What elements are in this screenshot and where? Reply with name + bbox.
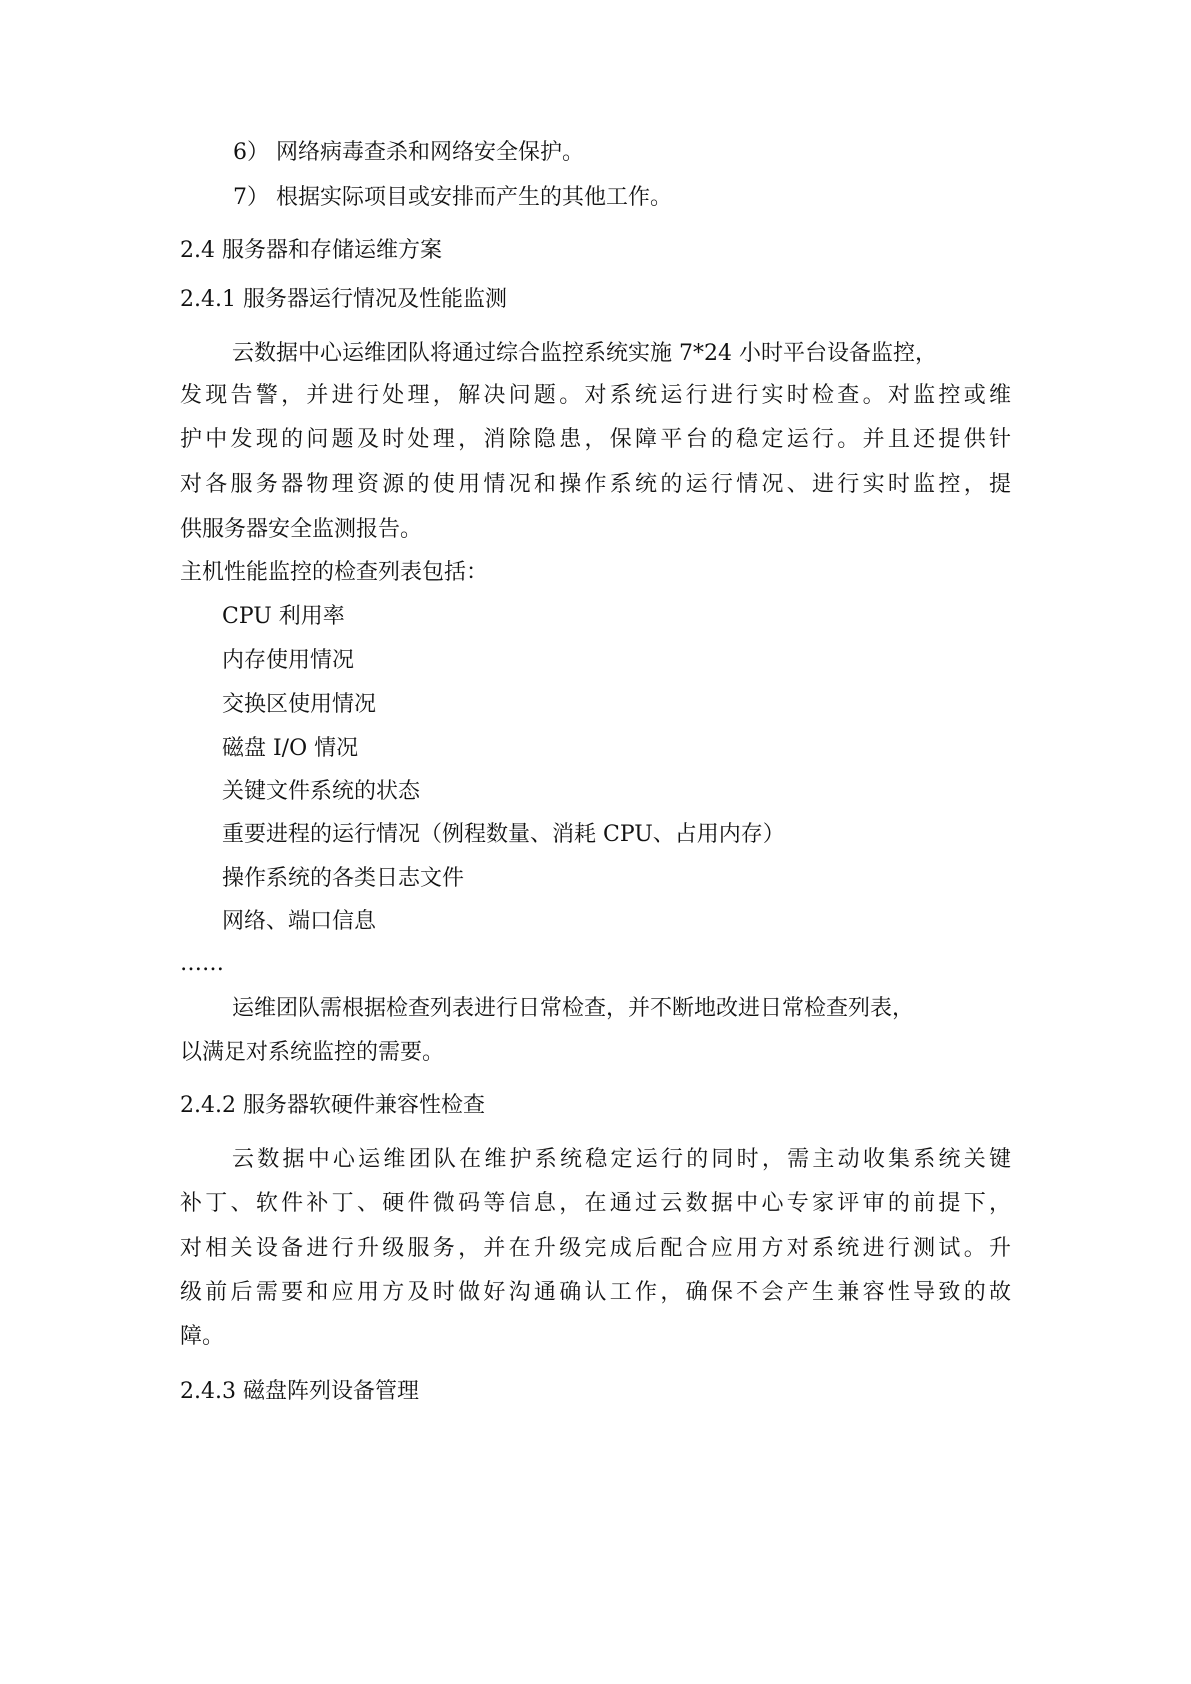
paragraph-1-line-2: 发现告警，并进行处理，解决问题。对系统运行进行实时检查。对监控或维 xyxy=(180,383,1011,408)
section-heading-2-4-2: 2.4.2 服务器软硬件兼容性检查 xyxy=(180,1093,485,1118)
paragraph-3-line-3: 对相关设备进行升级服务，并在升级完成后配合应用方对系统进行测试。升 xyxy=(180,1236,1011,1261)
paragraph-2-line-1: 运维团队需根据检查列表进行日常检查，并不断地改进日常检查列表， xyxy=(232,996,915,1021)
paragraph-3-line-4: 级前后需要和应用方及时做好沟通确认工作，确保不会产生兼容性导致的故 xyxy=(180,1280,1011,1305)
checklist-item: 操作系统的各类日志文件 xyxy=(222,866,465,891)
section-heading-2-4: 2.4 服务器和存储运维方案 xyxy=(180,238,442,263)
ellipsis: …… xyxy=(180,951,224,976)
paragraph-1-line-4: 对各服务器物理资源的使用情况和操作系统的运行情况、进行实时监控，提 xyxy=(180,472,1011,497)
checklist-item: 内存使用情况 xyxy=(222,648,355,673)
checklist-item: 交换区使用情况 xyxy=(222,692,377,717)
checklist-item: 磁盘 I/O 情况 xyxy=(222,736,359,761)
paragraph-1-line-1: 云数据中心运维团队将通过综合监控系统实施 7*24 小时平台设备监控， xyxy=(232,341,937,366)
checklist-item: 关键文件系统的状态 xyxy=(222,779,421,804)
numbered-item-6: 6） 网络病毒查杀和网络安全保护。 xyxy=(233,140,584,165)
checklist-item: CPU 利用率 xyxy=(222,604,345,629)
paragraph-1-line-5: 供服务器安全监测报告。 xyxy=(180,517,423,542)
paragraph-1-line-3: 护中发现的问题及时处理，消除隐患，保障平台的稳定运行。并且还提供针 xyxy=(180,427,1011,452)
paragraph-3-line-1: 云数据中心运维团队在维护系统稳定运行的同时，需主动收集系统关键 xyxy=(232,1147,1011,1172)
paragraph-3-line-5: 障。 xyxy=(180,1324,225,1349)
checklist-item: 重要进程的运行情况（例程数量、消耗 CPU、占用内存） xyxy=(222,822,785,847)
section-heading-2-4-3: 2.4.3 磁盘阵列设备管理 xyxy=(180,1379,419,1404)
paragraph-2-line-2: 以满足对系统监控的需要。 xyxy=(180,1040,445,1065)
section-heading-2-4-1: 2.4.1 服务器运行情况及性能监测 xyxy=(180,287,507,312)
numbered-item-7: 7） 根据实际项目或安排而产生的其他工作。 xyxy=(233,185,672,210)
paragraph-3-line-2: 补丁、软件补丁、硬件微码等信息，在通过云数据中心专家评审的前提下， xyxy=(180,1191,1011,1216)
checklist-item: 网络、端口信息 xyxy=(222,909,377,934)
checklist-intro: 主机性能监控的检查列表包括： xyxy=(180,560,489,585)
